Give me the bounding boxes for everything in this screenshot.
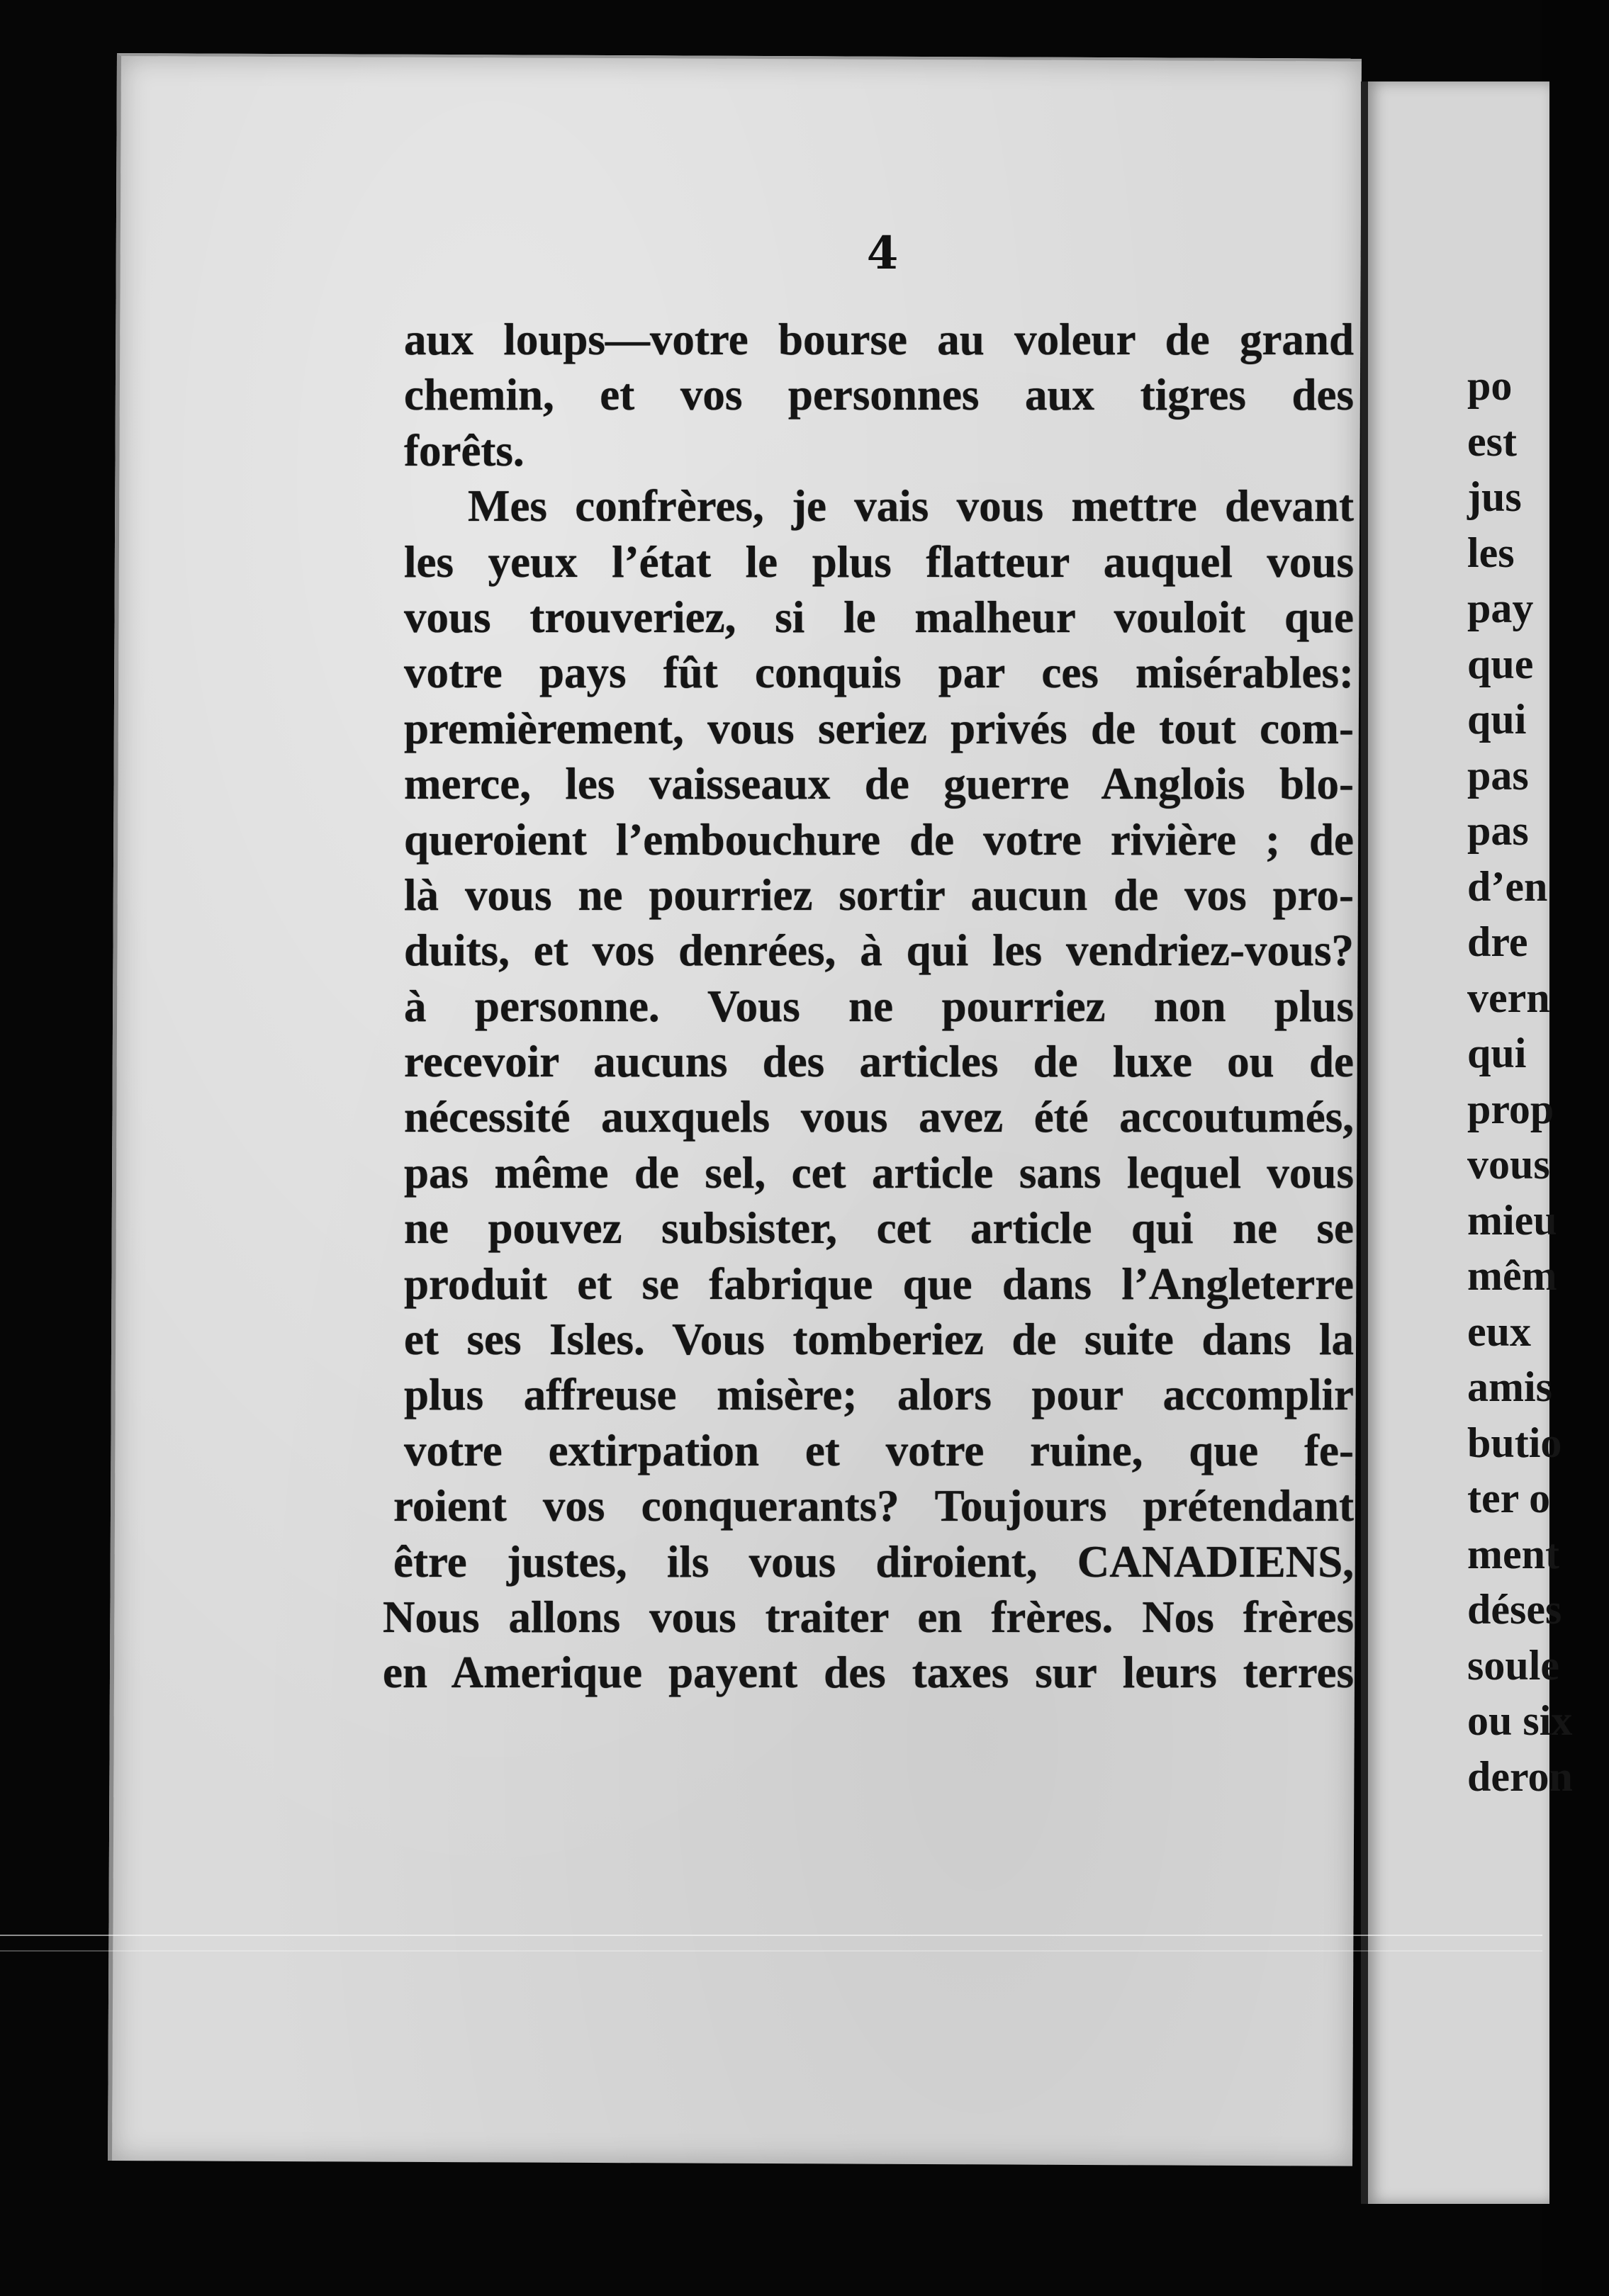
text-fragment: mêm <box>1467 1252 1557 1299</box>
text-fragment: pay <box>1467 585 1534 631</box>
text-fragment: qui <box>1467 696 1527 743</box>
text-fragment: butio <box>1467 1419 1562 1466</box>
text-line: premièrement, vous seriez privés de tout com- <box>404 703 1354 753</box>
text-fragment: ment <box>1467 1530 1559 1577</box>
text-fragment: les <box>1467 529 1515 576</box>
left-page-text <box>383 312 1354 1701</box>
text-fragment: dre <box>1467 918 1528 965</box>
text-line: merce, les vaisseaux de guerre Anglois blo- <box>404 759 1354 809</box>
text-line: produit et se fabrique que dans l’Angleterre <box>404 1259 1354 1309</box>
text-line: recevoir aucuns des articles de luxe ou de <box>404 1037 1354 1087</box>
text-fragment: pas <box>1467 807 1529 854</box>
text-fragment: amis <box>1467 1363 1552 1410</box>
text-fragment: est <box>1467 417 1517 465</box>
text-fragment: pas <box>1467 751 1529 799</box>
text-line: ne pouvez subsister, cet article qui ne se <box>404 1203 1354 1254</box>
text-fragment: vern <box>1467 974 1550 1021</box>
text-fragment: vous <box>1467 1141 1550 1188</box>
text-fragment: eux <box>1467 1307 1531 1355</box>
text-fragment: que <box>1467 640 1534 687</box>
text-line: plus affreuse misère; alors pour accomplir <box>404 1370 1354 1420</box>
text-line: nécessité auxquels vous avez été accoutumés, <box>404 1092 1354 1142</box>
text-line: à personne. Vous ne pourriez non plus <box>404 981 1354 1031</box>
text-fragment: mieu <box>1467 1196 1557 1244</box>
text-line: Nous allons vous traiter en frères. Nos frères <box>383 1592 1354 1642</box>
text-line: forêts. <box>404 425 525 475</box>
text-line: et ses Isles. Vous tomberiez de suite dans la <box>404 1315 1354 1365</box>
text-fragment: d’en <box>1467 862 1548 910</box>
text-fragment: qui <box>1467 1030 1527 1076</box>
text-line: être justes, ils vous diroient, CANADIENS, <box>393 1536 1354 1587</box>
scan-artifact-line <box>0 1950 1542 1952</box>
text-fragment: déses <box>1467 1586 1562 1633</box>
text-line: pas même de sel, cet article sans lequel vous <box>404 1147 1354 1198</box>
text-fragment: ter o <box>1467 1475 1551 1521</box>
text-line: Mes confrères, je vais vous mettre devant <box>468 481 1354 531</box>
right-page-text-fragments <box>1467 358 1609 1804</box>
text-fragment: po <box>1467 362 1513 409</box>
text-fragment: ou six <box>1467 1697 1573 1744</box>
text-line: queroient l’embouchure de votre rivière ; de <box>404 814 1354 865</box>
text-fragment: soule <box>1467 1641 1560 1689</box>
text-line: les yeux l’état le plus flatteur auquel vous <box>404 536 1354 587</box>
text-line: vous trouveriez, si le malheur vouloit que <box>404 592 1354 642</box>
text-line: chemin, et vos personnes aux tigres des <box>404 370 1354 420</box>
scan-artifact-line <box>0 1935 1542 1936</box>
text-fragment: prop <box>1467 1085 1554 1132</box>
text-line: aux loups—votre bourse au voleur de grand <box>404 315 1354 364</box>
text-line: votre extirpation et votre ruine, que fe- <box>404 1425 1354 1475</box>
text-line: là vous ne pourriez sortir aucun de vos pro- <box>404 870 1354 920</box>
text-line: en Amerique payent des taxes sur leurs terres <box>383 1648 1354 1698</box>
text-fragment: jus <box>1467 473 1522 520</box>
text-line: duits, et vos denrées, à qui les vendriez-vous? <box>404 925 1354 976</box>
text-line: roient vos conquerants? Toujours prétendant <box>393 1481 1354 1531</box>
text-line: votre pays fût conquis par ces misérables: <box>404 648 1354 698</box>
page-number: 4 <box>866 227 899 280</box>
text-fragment: deron <box>1467 1752 1573 1800</box>
